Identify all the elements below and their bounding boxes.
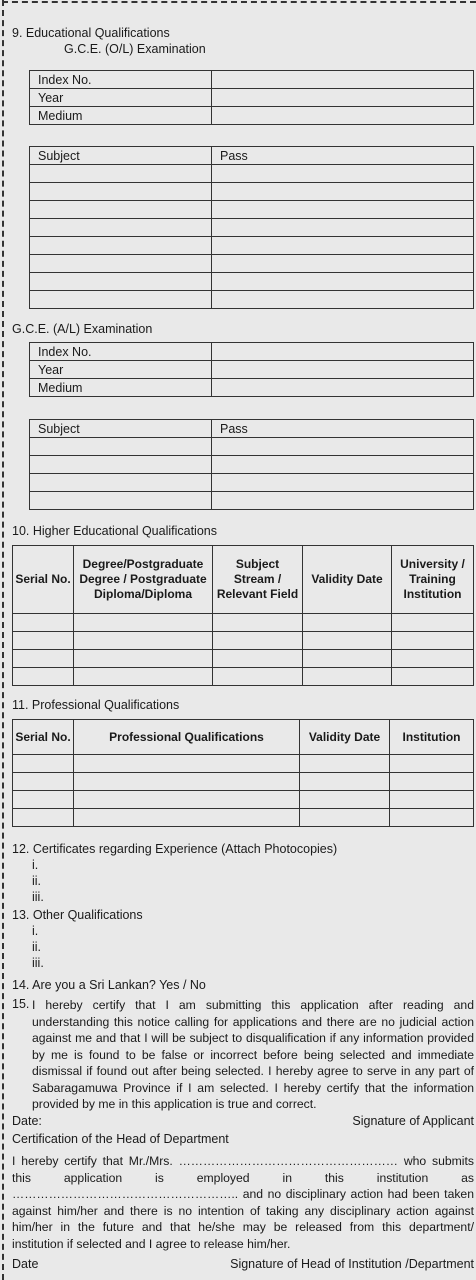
ol-pass-header: Pass <box>212 147 474 165</box>
table-row <box>13 632 474 650</box>
list-item: i. <box>32 924 39 938</box>
ol-subject-cell[interactable] <box>30 273 212 291</box>
al-pass-cell[interactable] <box>212 456 474 474</box>
table-row <box>13 809 474 827</box>
experience-list <box>32 857 44 905</box>
al-pass-cell[interactable] <box>212 474 474 492</box>
al-year-field[interactable] <box>212 361 474 379</box>
col-degree: Degree/Postgraduate Degree / Postgraduate Diploma/Diploma <box>74 546 213 614</box>
higher-education-table <box>12 545 474 686</box>
ol-subject-header: Subject <box>30 147 212 165</box>
certification-heading: Certification of the Head of Department <box>12 1132 229 1146</box>
list-item: ii. <box>32 940 42 954</box>
ol-pass-cell[interactable] <box>212 291 474 309</box>
ol-subject-table <box>29 146 474 309</box>
ol-index-field[interactable] <box>212 71 474 89</box>
col-institution: Institution <box>390 720 474 755</box>
ol-subject-cell[interactable] <box>30 219 212 237</box>
list-item: i. <box>32 858 39 872</box>
section-15-number: 15. <box>12 997 30 1011</box>
al-info-table <box>29 342 474 397</box>
section-13-heading: 13. Other Qualifications <box>12 908 143 922</box>
ol-pass-cell[interactable] <box>212 201 474 219</box>
date-label: Date <box>12 1257 39 1271</box>
table-row <box>13 614 474 632</box>
ol-subject-cell[interactable] <box>30 255 212 273</box>
col-subject-stream: Subject Stream / Relevant Field <box>213 546 303 614</box>
section-11-heading: 11. Professional Qualifications <box>12 698 180 712</box>
ol-subject-cell[interactable] <box>30 291 212 309</box>
signature-applicant-label: Signature of Applicant <box>352 1114 474 1128</box>
al-medium-label: Medium <box>30 379 212 397</box>
section-12-heading: 12. Certificates regarding Experience (Attach Photocopies) <box>12 842 338 856</box>
ol-pass-cell[interactable] <box>212 237 474 255</box>
ol-pass-cell[interactable] <box>212 273 474 291</box>
ol-pass-cell[interactable] <box>212 183 474 201</box>
table-row <box>13 668 474 686</box>
al-subject-cell[interactable] <box>30 456 212 474</box>
applicant-declaration: I hereby certify that I am submitting this application after reading and understanding this notice calling for applications and there are no judicial action against me and that I will be subject to disqualification if any information provided by me is found to be false or incorrect before being selected and immediate dismissal if found out after being selected. I hereby agree to serve in any part of Sabaragamuwa Province if I am selected. I hereby certify that the information provided by me in this application is true and correct. <box>32 998 474 1111</box>
col-professional-qualifications: Professional Qualifications <box>74 720 300 755</box>
table-row <box>13 791 474 809</box>
table-row <box>13 755 474 773</box>
list-item: ii. <box>32 874 42 888</box>
section-9-heading: 9. Educational Qualifications <box>12 26 170 40</box>
ol-subject-cell[interactable] <box>30 201 212 219</box>
col-serial-no: Serial No. <box>13 546 74 614</box>
ol-medium-field[interactable] <box>212 107 474 125</box>
al-index-field[interactable] <box>212 343 474 361</box>
sri-lankan-question: 14. Are you a Sri Lankan? Yes / No <box>12 978 206 992</box>
cut-line-left <box>2 0 4 1280</box>
ol-year-label: Year <box>30 89 212 107</box>
ol-pass-cell[interactable] <box>212 165 474 183</box>
head-signature-row <box>12 1257 474 1271</box>
section-10-heading: 10. Higher Educational Qualifications <box>12 524 217 538</box>
col-university: University / Training Institution <box>392 546 474 614</box>
ol-subject-cell[interactable] <box>30 183 212 201</box>
al-subject-table <box>29 419 474 510</box>
signature-head-label: Signature of Head of Institution /Department <box>230 1257 474 1271</box>
applicant-signature-row <box>12 1114 474 1128</box>
al-pass-cell[interactable] <box>212 438 474 456</box>
ol-medium-label: Medium <box>30 107 212 125</box>
cut-line-top <box>2 1 476 3</box>
ol-exam-heading: G.C.E. (O/L) Examination <box>64 42 206 56</box>
table-row <box>13 773 474 791</box>
other-qualifications-list <box>32 923 44 971</box>
col-validity-date: Validity Date <box>303 546 392 614</box>
ol-pass-cell[interactable] <box>212 255 474 273</box>
al-year-label: Year <box>30 361 212 379</box>
al-index-label: Index No. <box>30 343 212 361</box>
al-subject-header: Subject <box>30 420 212 438</box>
ol-index-label: Index No. <box>30 71 212 89</box>
al-pass-cell[interactable] <box>212 492 474 510</box>
list-item: iii. <box>32 956 44 970</box>
date-label: Date: <box>12 1114 42 1128</box>
ol-year-field[interactable] <box>212 89 474 107</box>
al-exam-heading: G.C.E. (A/L) Examination <box>12 322 153 336</box>
al-subject-cell[interactable] <box>30 474 212 492</box>
ol-subject-cell[interactable] <box>30 165 212 183</box>
col-serial-no: Serial No. <box>13 720 74 755</box>
al-subject-cell[interactable] <box>30 438 212 456</box>
professional-qualifications-table <box>12 719 474 827</box>
ol-pass-cell[interactable] <box>212 219 474 237</box>
col-validity-date: Validity Date <box>300 720 390 755</box>
ol-info-table <box>29 70 474 125</box>
al-medium-field[interactable] <box>212 379 474 397</box>
table-row <box>13 650 474 668</box>
al-subject-cell[interactable] <box>30 492 212 510</box>
head-certification-text: I hereby certify that Mr./Mrs. ……………………………………………… who submits this application is employed in this institution as ……………………………………………….. and no disciplinary action had been taken against him/her and there is no intention of taking any disciplinary action against him/her in the future and that he/she may be released from this department/ institution if selected and I agree to release him/her. <box>12 1154 474 1251</box>
list-item: iii. <box>32 890 44 904</box>
al-pass-header: Pass <box>212 420 474 438</box>
ol-subject-cell[interactable] <box>30 237 212 255</box>
